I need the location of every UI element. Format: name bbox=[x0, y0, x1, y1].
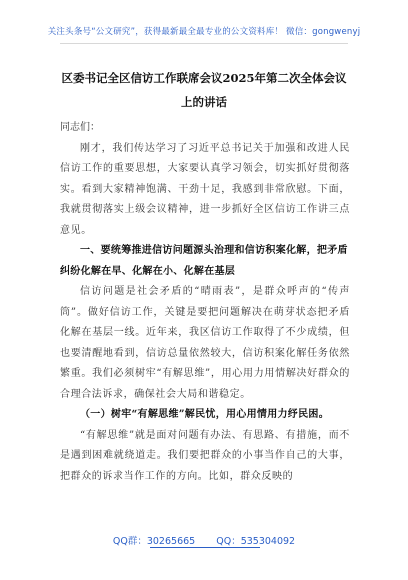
section-heading-1: 一、要统筹推进信访问题源头治理和信访积案化解，把矛盾纠纷化解在早、化解在小、化解在基层 bbox=[60, 245, 348, 277]
section-1-paragraph: 信访问题是社会矛盾的“晴雨表”，是群众呼声的“传声筒”。做好信访工作，关键是要把问题解决在萌芽状态把矛盾化解在基层一线。近年来，我区信访工作取得了不少成绩，但也要清醒地看到，信访总量依然较大，信访积案化解任务依然繁重。我们必须树牢“有解思维”，用心用力用情解决好群众的合理合法诉求，确保社会大局和谐稳定。 bbox=[60, 286, 350, 400]
document-title: 区委书记全区信访工作联席会议2025年第二次全体会议上的讲话 bbox=[61, 71, 347, 109]
footer-contact bbox=[0, 533, 408, 547]
intro-paragraph: 刚才，我们传达学习了习近平总书记关于加强和改进人民信访工作的重要思想，大家要认真学习领会，切实抓好贯彻落实。看到大家精神饱满、干劲十足，我感到非常欣慰。下面，我就贯彻落实上级会议精神，进一步抓好全区信访工作讲三点意见。 bbox=[60, 142, 350, 236]
subsection-1-paragraph: “有解思维”就是面对问题有办法、有思路、有措施，而不是遇到困难就绕道走。我们要把群众的小事当作自己的大事，把群众的诉求当作工作的方向。比如，群众反映的 bbox=[60, 429, 350, 482]
footer-qq-group: QQ群：30265665 bbox=[112, 536, 196, 547]
footer-underline bbox=[150, 547, 260, 548]
header-divider bbox=[60, 43, 348, 44]
document-body bbox=[60, 118, 350, 487]
footer-qq: QQ：535304092 bbox=[216, 536, 296, 547]
subheading-1: （一）树牢“有解思维”解民忧，用心用情用力纾民困。 bbox=[80, 409, 330, 420]
header-banner: 关注头条号“公文研究”，获得最新最全最专业的公文资料库！ 微信：gongwenyj bbox=[47, 27, 361, 37]
salutation: 同志们： bbox=[60, 122, 100, 133]
